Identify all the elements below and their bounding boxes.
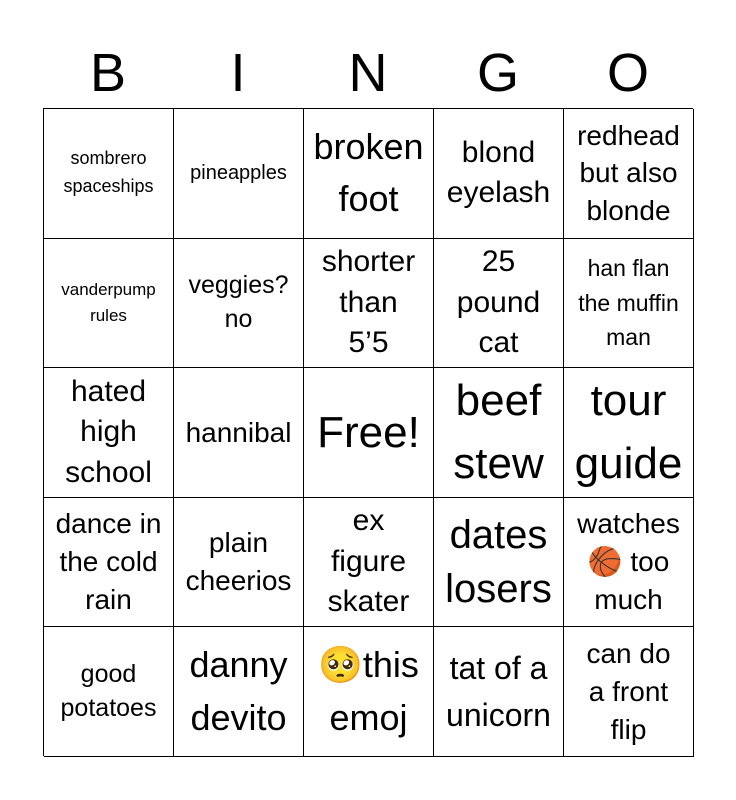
cell-text: blond eyelash bbox=[446, 135, 551, 210]
bingo-cell-free[interactable] bbox=[304, 368, 434, 498]
bingo-cell-o3[interactable] bbox=[564, 368, 694, 498]
cell-text: veggies? no bbox=[188, 271, 289, 333]
bingo-cell-b2[interactable] bbox=[44, 239, 174, 369]
bingo-cell-i1[interactable] bbox=[174, 109, 304, 239]
bingo-cell-g2[interactable] bbox=[434, 239, 564, 369]
bingo-cell-o1[interactable] bbox=[564, 109, 694, 239]
bingo-cell-i4[interactable] bbox=[174, 498, 304, 628]
bingo-cell-g1[interactable] bbox=[434, 109, 564, 239]
bingo-cell-n1[interactable] bbox=[304, 109, 434, 239]
bingo-cell-i5[interactable] bbox=[174, 627, 304, 757]
bingo-cell-n5[interactable] bbox=[304, 627, 434, 757]
cell-text: shorter than 5’5 bbox=[321, 245, 416, 360]
bingo-cell-b3[interactable] bbox=[44, 368, 174, 498]
cell-text: hated high school bbox=[65, 374, 152, 489]
bingo-header bbox=[43, 40, 693, 106]
bingo-cell-o4[interactable] bbox=[564, 498, 694, 628]
cell-text: beef stew bbox=[453, 375, 544, 489]
cell-text: good potatoes bbox=[60, 659, 157, 722]
bingo-cell-o2[interactable] bbox=[564, 239, 694, 369]
cell-text: broken foot bbox=[313, 126, 424, 220]
bingo-cell-i3[interactable] bbox=[174, 368, 304, 498]
cell-text: Free! bbox=[317, 407, 420, 457]
header-letter-g: G bbox=[476, 43, 519, 103]
header-letter-i: I bbox=[230, 43, 246, 103]
cell-text: can do a front flip bbox=[586, 637, 671, 745]
cell-text: ex figure skater bbox=[327, 504, 410, 619]
cell-text: plain cheerios bbox=[185, 527, 292, 597]
cell-text: danny devito bbox=[189, 644, 288, 738]
cell-text: han flan the muffin man bbox=[578, 255, 679, 351]
cell-text: tour guide bbox=[574, 375, 683, 489]
cell-text: sombrero spaceships bbox=[63, 148, 154, 197]
bingo-cell-g3[interactable] bbox=[434, 368, 564, 498]
header-letter-o: O bbox=[606, 43, 649, 103]
cell-text: hannibal bbox=[185, 416, 292, 448]
bingo-cell-g5[interactable] bbox=[434, 627, 564, 757]
bingo-cell-b4[interactable] bbox=[44, 498, 174, 628]
bingo-cell-n2[interactable] bbox=[304, 239, 434, 369]
cell-text: pineapples bbox=[190, 161, 287, 184]
bingo-cell-b5[interactable] bbox=[44, 627, 174, 757]
cell-text: watches 🏀 too much bbox=[577, 508, 680, 615]
cell-text: dance in the cold rain bbox=[55, 508, 162, 615]
cell-text: tat of a unicorn bbox=[446, 650, 551, 733]
header-letter-n: N bbox=[348, 43, 388, 103]
cell-text: vanderpump rules bbox=[61, 279, 156, 325]
bingo-cell-i2[interactable] bbox=[174, 239, 304, 369]
cell-text: redhead but also blonde bbox=[577, 119, 680, 227]
cell-text: dates losers bbox=[445, 513, 552, 612]
bingo-cell-g4[interactable] bbox=[434, 498, 564, 628]
bingo-cell-n4[interactable] bbox=[304, 498, 434, 628]
cell-text: 25 pound cat bbox=[456, 245, 541, 360]
cell-text: 🥺this emoj bbox=[318, 644, 419, 738]
bingo-cell-o5[interactable] bbox=[564, 627, 694, 757]
header-letter-b: B bbox=[89, 43, 127, 103]
bingo-cell-b1[interactable] bbox=[44, 109, 174, 239]
bingo-grid bbox=[43, 108, 693, 756]
